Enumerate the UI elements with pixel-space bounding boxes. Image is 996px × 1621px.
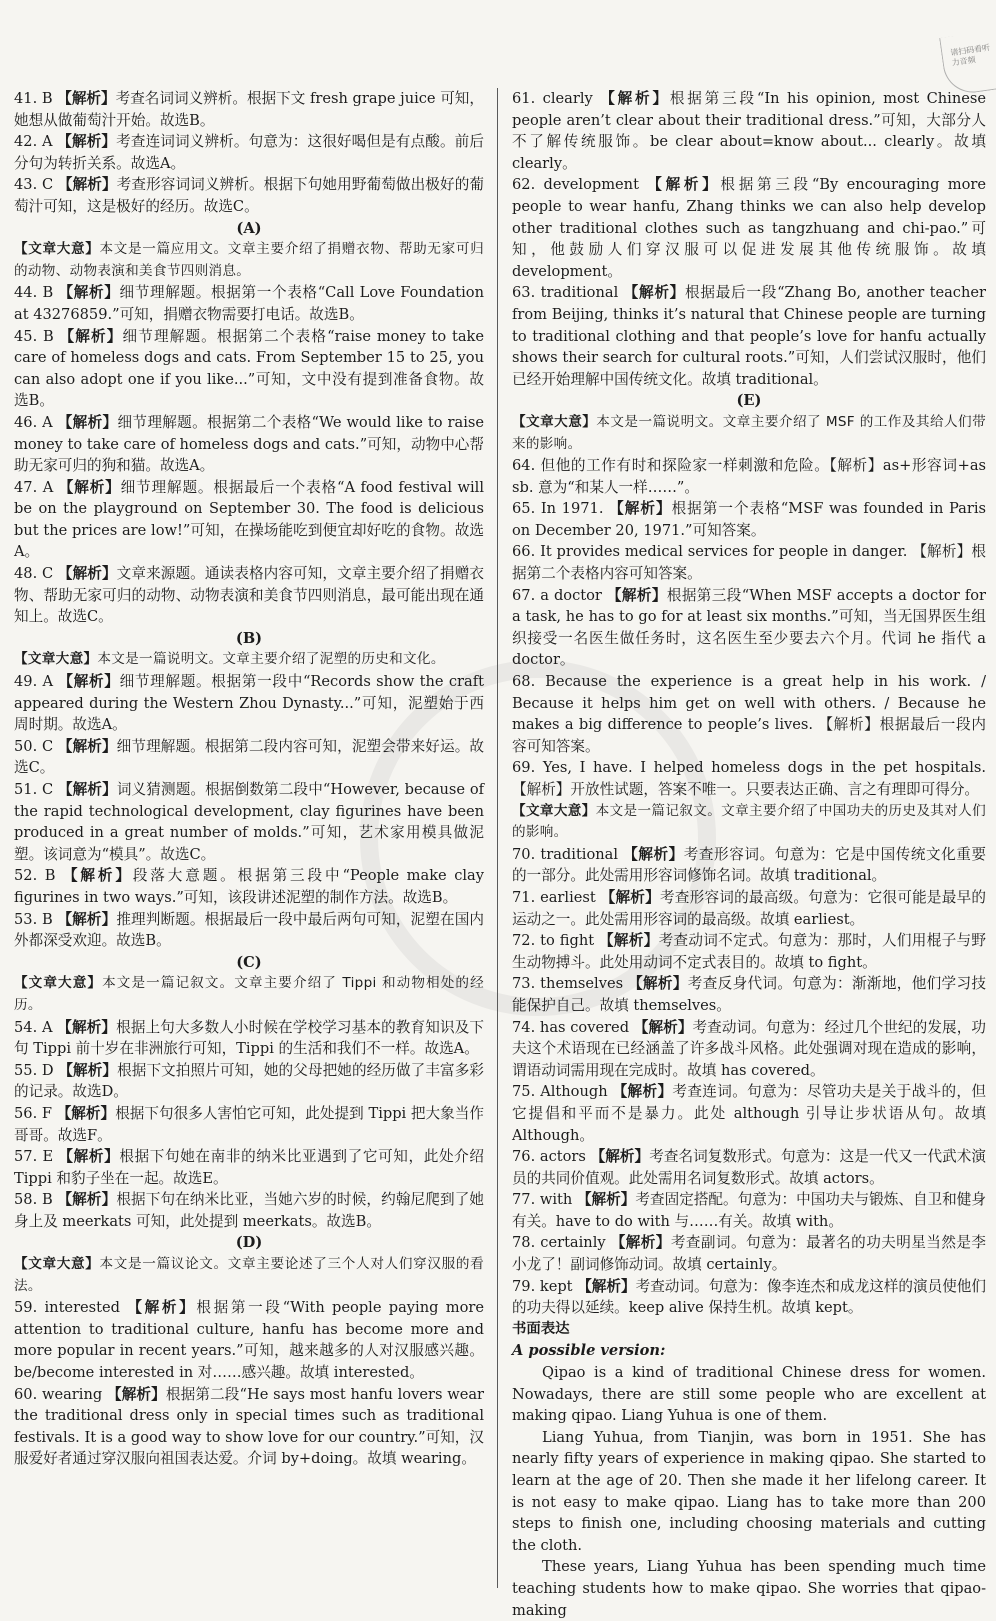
answer-text: 考查副词。句意为：最著名的功夫明星当然是李小龙了！副词修饰动词。故填 certainly。 [512, 1234, 986, 1274]
answer-text: 细节理解题。根据第一个表格“Call Love Foundation at 43276859.”可知，捐赠衣物需要打电话。故选B。 [14, 284, 484, 323]
answer-text: 细节理解题。根据第二段内容可知，泥塑会带来好运。故选C。 [14, 737, 484, 777]
answer-text: 文章来源题。通读表格内容可知，文章主要介绍了捐赠衣物、帮助无家可归的动物、动物表演和美食节四则消息，最可能出现在通知上。故选C。 [14, 565, 484, 626]
answer-item [512, 585, 986, 671]
answer-number: 41. B [14, 90, 53, 107]
analysis-tag: 【解析】 [647, 176, 721, 194]
analysis-tag: 【解析】 [623, 845, 684, 863]
article-summary [14, 239, 484, 282]
answer-number: 45. B [14, 327, 54, 345]
analysis-tag: 【解析】 [590, 1148, 650, 1166]
answer-item [14, 671, 484, 736]
answer-text: 根据上句大多数人小时候在学校学习基本的教育知识及下句 Tippi 前十岁在非洲旅行可知，Tippi 的生活和我们不一样。故选A。 [14, 1018, 484, 1058]
answer-item [14, 282, 484, 325]
answer-text: 考查形容词词义辨析。根据下句她用野葡萄做出极好的葡萄汁可知，这是极好的经历。故选C。 [14, 176, 484, 215]
answer-text: 根据第一段“With people paying more attention to traditional culture, hanfu has become more and more popular in recent years.”可知，越来越多的人对汉服感兴趣。be/become interested in 对……感兴趣。故填 interested。 [14, 1299, 484, 1382]
answer-item [512, 887, 986, 930]
article-summary [512, 412, 986, 455]
essay-paragraph: Qipao is a kind of traditional Chinese dress for women. Nowadays, there are still some people who are excellent at making qipao. Liang Yuhua is one of them. [512, 1364, 986, 1425]
answer-item [512, 757, 986, 800]
summary-text: 本文是一篇记叙文。文章主要介绍了中国功夫的历史及其对人们的影响。 [512, 802, 986, 841]
section-label: (B) [235, 629, 263, 647]
answer-item [14, 779, 484, 865]
answer-number: 50. C [14, 737, 54, 755]
answer-number: 49. A [14, 673, 54, 691]
answer-item [14, 326, 484, 412]
analysis-tag: 【解析】 [57, 413, 118, 431]
answer-text: It provides medical services for people in danger. 【解析】根据第二个表格内容可知答案。 [512, 543, 987, 583]
analysis-tag: 【解析】 [57, 737, 117, 755]
article-summary [14, 1254, 484, 1297]
answer-number: 56. F [14, 1104, 53, 1122]
answer-number: 65. In 1971. [512, 500, 604, 518]
answer-text: 考查动词不定式。句意为：那时，人们用棍子与野生动物搏斗。此处用动词不定式表目的。故填 to fight。 [512, 932, 986, 971]
stamp-text: 请扫码看听力音频 [949, 43, 991, 68]
answer-item [14, 174, 484, 217]
analysis-tag: 【解析】 [57, 1018, 117, 1036]
analysis-tag: 【解析】 [58, 673, 120, 691]
answer-text: 细节理解题。根据最后一个表格“A food festival will be on the playground on September 30. The food is delicious but the prices are low!”可知，在操场能吃到便宜却好吃的食物。故选A。 [14, 478, 485, 561]
answer-item [14, 1384, 484, 1470]
summary-text: 本文是一篇说明文。文章主要介绍了泥塑的历史和文化。 [97, 651, 445, 668]
column-divider [497, 88, 498, 1588]
left-column [14, 88, 484, 1470]
section-label: (C) [236, 953, 262, 971]
answer-item [14, 736, 484, 779]
answer-item [512, 973, 986, 1016]
analysis-tag: 【解析】 [623, 284, 686, 302]
answer-text: 根据下句她在南非的纳米比亚遇到了它可知，此处介绍 Tippi 和豹子坐在一起。故选E。 [14, 1148, 484, 1187]
answer-text: 考查连词词义辨析。句意为：这很好喝但是有点酸。前后分句为转折关系。故选A。 [14, 133, 484, 172]
analysis-tag: 【解析】 [127, 1299, 197, 1317]
answer-number: 57. E [14, 1148, 54, 1166]
answer-item [14, 865, 484, 908]
analysis-tag: 【解析】 [106, 1385, 166, 1403]
answer-number: 67. a doctor [512, 586, 602, 604]
analysis-tag: 【解析】 [57, 1191, 117, 1209]
answer-item [512, 844, 986, 887]
analysis-tag: 【解析】 [58, 284, 120, 302]
answer-item [512, 541, 986, 584]
analysis-tag: 【解析】 [57, 910, 117, 928]
answer-number: 62. development [512, 176, 639, 194]
article-summary [512, 801, 986, 844]
answer-text: 细节理解题。根据第二个表格“raise money to take care of homeless dogs and cats. From September 15 to 25, you can also adopt one if you like...”可知，文中没有提到准备食物。故选B。 [14, 327, 484, 410]
answer-text: 根据下句在纳米比亚，当她六岁的时候，约翰尼爬到了她身上及 meerkats 可知，此处提到 meerkats。故选B。 [14, 1191, 484, 1230]
essay-paragraph: These years, Liang Yuhua has been spending much time teaching students how to make qipao. She worries that qipao-making [512, 1558, 986, 1619]
analysis-tag: 【解析】 [57, 781, 117, 798]
answer-item [512, 1081, 986, 1146]
answer-number: 46. A [14, 413, 53, 431]
analysis-tag: 【解析】 [577, 1277, 636, 1295]
possible-version-label: A possible version: [512, 1342, 666, 1360]
section-label: (E) [736, 392, 762, 410]
answer-item [14, 563, 484, 628]
analysis-tag: 【解析】 [57, 176, 117, 194]
answer-number: 75. Although [512, 1083, 608, 1101]
summary-text: 本文是一篇应用文。文章主要介绍了捐赠衣物、帮助无家可归的动物、动物表演和美食节四则消息。 [14, 241, 484, 279]
answer-number: 77. with [512, 1191, 573, 1209]
summary-tag: 【文章大意】 [512, 413, 597, 430]
answer-number: 64. [512, 457, 536, 475]
answer-text: 细节理解题。根据第二个表格“We would like to raise money to take care of homeless dogs and cats.”可知，动物中心帮助无家可归的狗和猫。故选A。 [14, 413, 484, 475]
answer-text: 词义猜测题。根据倒数第二段中“However, because of the rapid technological development, clay figurines have been produced in a great number of molds.”可知，艺术家用模具做泥塑。该词意为“模具”。故选C。 [14, 781, 485, 863]
answer-number: 68. [512, 673, 536, 691]
answer-item [14, 131, 484, 174]
answer-item [512, 455, 986, 498]
answer-item [512, 1232, 986, 1275]
answer-number: 54. A [14, 1018, 53, 1036]
summary-text: 本文是一篇说明文。文章主要介绍了 MSF 的工作及其给人们带来的影响。 [512, 413, 986, 452]
answer-item [512, 1189, 986, 1232]
answer-number: 72. to fight [512, 932, 595, 950]
analysis-tag: 【解析】 [609, 500, 672, 518]
analysis-tag: 【解析】 [56, 1104, 116, 1122]
answer-number: 42. A [14, 133, 53, 151]
analysis-tag: 【解析】 [58, 1061, 118, 1079]
answer-text: 根据第三段“When MSF accepts a doctor for a task, he has to go for at least six months.”可知，当无国界医生组织接受一名医生做任务时，这名医生至少要去六个月。代词 he 指代 a doctor。 [512, 586, 986, 669]
answer-number: 63. traditional [512, 284, 619, 302]
answer-text: 段落大意题。根据第三段中“People make clay figurines in two ways.”可知，该段讲述泥塑的制作方法。故选B。 [14, 867, 484, 906]
answer-number: 52. B [14, 867, 56, 885]
answer-text: 考查连词。句意为：尽管功夫是关于战斗的，但它提倡和平而不是暴力。此处 although 引导让步状语从句。故填 Although。 [512, 1083, 986, 1144]
summary-tag: 【文章大意】 [512, 802, 596, 819]
answer-item [512, 498, 986, 541]
writing-heading: 书面表达 [512, 1320, 570, 1337]
answer-number: 44. B [14, 284, 54, 302]
answer-text: 根据第一个表格“MSF was founded in Paris on December 20, 1971.”可知答案。 [512, 500, 986, 539]
analysis-tag: 【解析】 [58, 1148, 120, 1166]
answer-text: 细节理解题。根据第一段中“Records show the craft appeared during the Western Zhou Dynasty...”可知，泥塑始于西周时期。故选A。 [14, 673, 484, 734]
summary-text: 本文是一篇记叙文。文章主要介绍了 Tippi 和动物相处的经历。 [14, 975, 484, 1013]
article-summary [14, 649, 484, 671]
answer-number: 59. interested [14, 1299, 121, 1317]
answer-number: 55. D [14, 1061, 54, 1079]
answer-item [512, 88, 986, 174]
answer-text: 根据第三段“In his opinion, most Chinese people aren’t clear about their traditional dress.”可知，大部分人不了解传统服饰。be clear about=know about... clearly。故填 clearly。 [512, 90, 986, 172]
answer-item [512, 1276, 986, 1319]
answer-text: 根据最后一段“Zhang Bo, another teacher from Beijing, thinks it’s natural that Chinese people are turning to traditional clothing and that people’s love for hanfu actually shows their search for cultural roots.”可知，人们尝试汉服时，他们已经开始理解中国传统文化。故填 traditional。 [512, 284, 986, 388]
answer-item [14, 1189, 484, 1232]
answer-text: 但他的工作有时和探险家一样刺激和危险。【解析】as+形容词+as sb. 意为“和某人一样……”。 [512, 457, 987, 496]
answer-number: 58. B [14, 1191, 53, 1209]
answer-number: 47. A [14, 478, 54, 496]
answer-text: 根据第二段“He says most hanfu lovers wear the traditional dress only in special times such as traditional festivals. It is a good way to show love for our country.”可知，汉服爱好者通过穿汉服向祖国表达爱。介词 by+doing。故填 wearing。 [14, 1385, 485, 1468]
answer-item [512, 930, 986, 973]
analysis-tag: 【解析】 [57, 565, 117, 583]
answer-text: 考查动词。句意为：经过几个世纪的发展，功夫这个术语现在已经涵盖了许多战斗风格。此处强调对现在造成的影响，谓语动词需用现在完成时。故填 has covered。 [512, 1018, 986, 1079]
answer-item [512, 282, 986, 390]
summary-tag: 【文章大意】 [14, 975, 103, 992]
answer-text: Because the experience is a great help in his work. / Because it helps him get on well with others. / Because he makes a big difference to people’s lives. 【解析】根据最后一段内容可知答案。 [512, 673, 986, 755]
analysis-tag: 【解析】 [606, 586, 667, 604]
summary-tag: 【文章大意】 [14, 651, 98, 668]
analysis-tag: 【解析】 [59, 327, 123, 345]
analysis-tag: 【解析】 [628, 975, 688, 993]
answer-item [14, 1103, 484, 1146]
answer-item [14, 88, 484, 131]
analysis-tag: 【解析】 [612, 1083, 673, 1101]
answer-text: 推理判断题。根据最后一段中最后两句可知，泥塑在国内外都深受欢迎。故选B。 [14, 910, 484, 950]
answer-text: 根据下句很多人害怕它可知，此处提到 Tippi 把大象当作哥哥。故选F。 [14, 1104, 484, 1144]
analysis-tag: 【解析】 [57, 133, 117, 151]
answer-text: 考查形容词的最高级。句意为：它很可能是最早的运动之一。此处需用形容词的最高级。故填 earliest。 [512, 888, 986, 928]
analysis-tag: 【解析】 [600, 888, 660, 906]
analysis-tag: 【解析】 [62, 867, 133, 885]
answer-number: 66. [512, 543, 536, 561]
answer-item [14, 909, 484, 952]
answer-number: 51. C [14, 781, 54, 798]
answer-number: 61. clearly [512, 90, 593, 107]
answer-number: 53. B [14, 910, 53, 928]
answer-text: 考查名词词义辨析。根据下文 fresh grape juice 可知，她想从做葡萄汁开始。故选B。 [14, 90, 484, 129]
answer-text: 根据下文拍照片可知，她的父母把她的经历做了丰富多彩的记录。故选D。 [14, 1061, 484, 1101]
answer-number: 79. kept [512, 1277, 573, 1295]
answer-text: 根据第三段“By encouraging more people to wear hanfu, Zhang thinks we can also help develop other traditional clothes such as tangzhuang and chi-pao.”可知，他鼓励人们穿汉服可以促进发展其他传统服饰。故填 development。 [512, 176, 986, 280]
answer-item [14, 412, 484, 477]
answer-item [512, 1146, 986, 1189]
answer-item [512, 174, 986, 282]
article-summary [14, 973, 484, 1016]
answer-number: 43. C [14, 176, 54, 194]
answer-text: 考查动词。句意为：像李连杰和成龙这样的演员使他们的功夫得以延续。keep alive 保持生机。故填 kept。 [512, 1277, 986, 1317]
summary-tag: 【文章大意】 [14, 1256, 100, 1273]
right-column [512, 88, 986, 1621]
summary-text: 本文是一篇议论文。文章主要论述了三个人对人们穿汉服的看法。 [14, 1256, 484, 1294]
essay-paragraph: Liang Yuhua, from Tianjin, was born in 1951. She has nearly fifty years of experience in making qipao. She started to learn at the age of 20. Then she made it her lifelong career. It is not easy to make qipao. Liang has to take more than 200 steps to finish one, including choosing materials and cutting the cloth. [512, 1428, 986, 1554]
answer-text: 考查固定搭配。句意为：中国功夫与锻炼、自卫和健身有关。have to do with 与……有关。故填 with。 [512, 1191, 986, 1230]
answer-item [512, 1017, 986, 1082]
analysis-tag: 【解析】 [58, 478, 121, 496]
answer-item [14, 1297, 484, 1383]
answer-number: 78. certainly [512, 1234, 606, 1252]
analysis-tag: 【解析】 [576, 1191, 636, 1209]
section-label: (D) [235, 1234, 263, 1252]
answer-item [512, 671, 986, 757]
answer-number: 69. [512, 759, 536, 777]
answer-number: 73. themselves [512, 975, 624, 993]
analysis-tag: 【解析】 [599, 932, 659, 950]
answer-number: 70. traditional [512, 845, 619, 863]
summary-tag: 【文章大意】 [14, 241, 100, 258]
answer-number: 76. actors [512, 1148, 586, 1166]
answer-number: 48. C [14, 565, 54, 583]
section-label: (A) [236, 219, 262, 237]
answer-number: 74. has covered [512, 1018, 630, 1036]
corner-stamp [939, 31, 996, 97]
answer-item [14, 477, 484, 563]
answer-item [14, 1060, 484, 1103]
analysis-tag: 【解析】 [610, 1234, 671, 1252]
answer-text: 考查名词复数形式。句意为：这是一代又一代武术演员的共同价值观。此处需用名词复数形式。故填 actors。 [512, 1148, 986, 1187]
analysis-tag: 【解析】 [600, 90, 670, 107]
answer-number: 60. wearing [14, 1385, 103, 1403]
answer-text: 考查形容词。句意为：它是中国传统文化重要的一部分。此处需用形容词修饰名词。故填 traditional。 [512, 845, 986, 885]
analysis-tag: 【解析】 [57, 90, 116, 107]
answer-text: 考查反身代词。句意为：渐渐地，他们学习技能保护自己。故填 themselves。 [512, 975, 986, 1014]
answer-item [14, 1146, 484, 1189]
answer-text: Yes, I have. I helped homeless dogs in the pet hospitals. 【解析】开放性试题，答案不唯一。只要表达正确、言之有理即可得分。 [512, 759, 987, 798]
analysis-tag: 【解析】 [633, 1018, 693, 1036]
answer-item [14, 1017, 484, 1060]
answer-number: 71. earliest [512, 888, 596, 906]
